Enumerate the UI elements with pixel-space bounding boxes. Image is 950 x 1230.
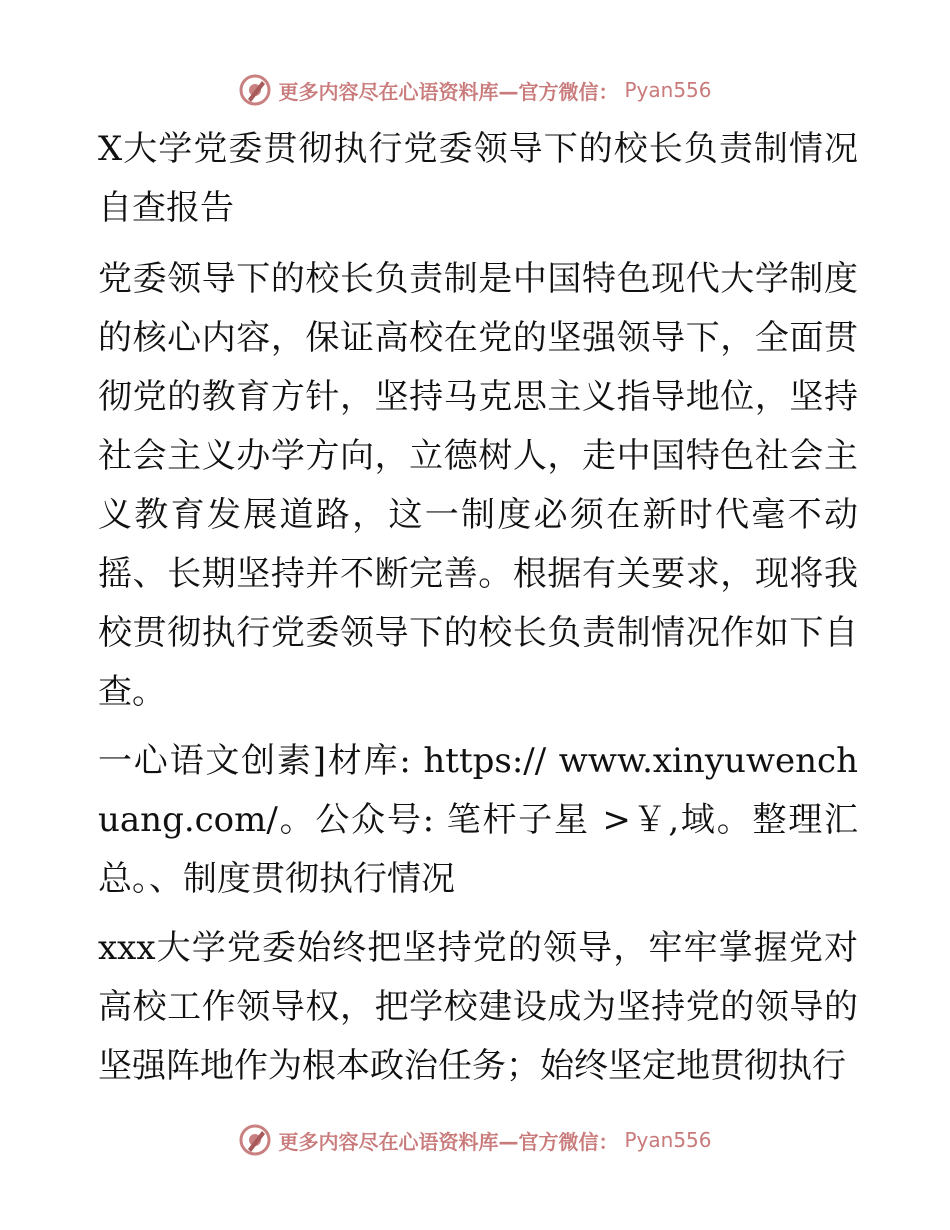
header-banner: [0, 70, 950, 110]
footer-banner-text: 更多内容尽在心语资料库—官方微信：: [278, 1129, 619, 1154]
header-banner-text: 更多内容尽在心语资料库—官方微信：: [278, 79, 619, 104]
pen-logo-icon: [238, 73, 272, 107]
document-title: X大学党委贯彻执行党委领导下的校长负责制情况自查报告: [98, 129, 858, 228]
document-body: [98, 120, 858, 1096]
footer-banner-contact: Pyan556: [624, 1128, 712, 1152]
pen-logo-icon: [238, 1123, 272, 1157]
paragraph-implementation: xxx大学党委始终把坚持党的领导，牢牢掌握党对高校工作领导权，把学校建设成为坚持党的领导的坚强阵地作为根本政治任务；始终坚定地贯彻执行: [98, 928, 858, 1086]
footer-banner: [0, 1120, 950, 1160]
paragraph-source-note: 一心语文创素]材库: https:// www.xinyuwenchuang.com/。公众号: 笔杆子星 >￥,域。整理汇总。、制度贯彻执行情况: [98, 741, 858, 899]
header-banner-contact: Pyan556: [624, 78, 712, 102]
paragraph-intro: 党委领导下的校长负责制是中国特色现代大学制度的核心内容，保证高校在党的坚强领导下，全面贯彻党的教育方针，坚持马克思主义指导地位，坚持社会主义办学方向，立德树人，走中国特色社会主义教育发展道路，这一制度必须在新时代毫不动摇、长期坚持并不断完善。根据有关要求，现将我校贯彻执行党委领导下的校长负责制情况作如下自查。: [98, 259, 858, 712]
